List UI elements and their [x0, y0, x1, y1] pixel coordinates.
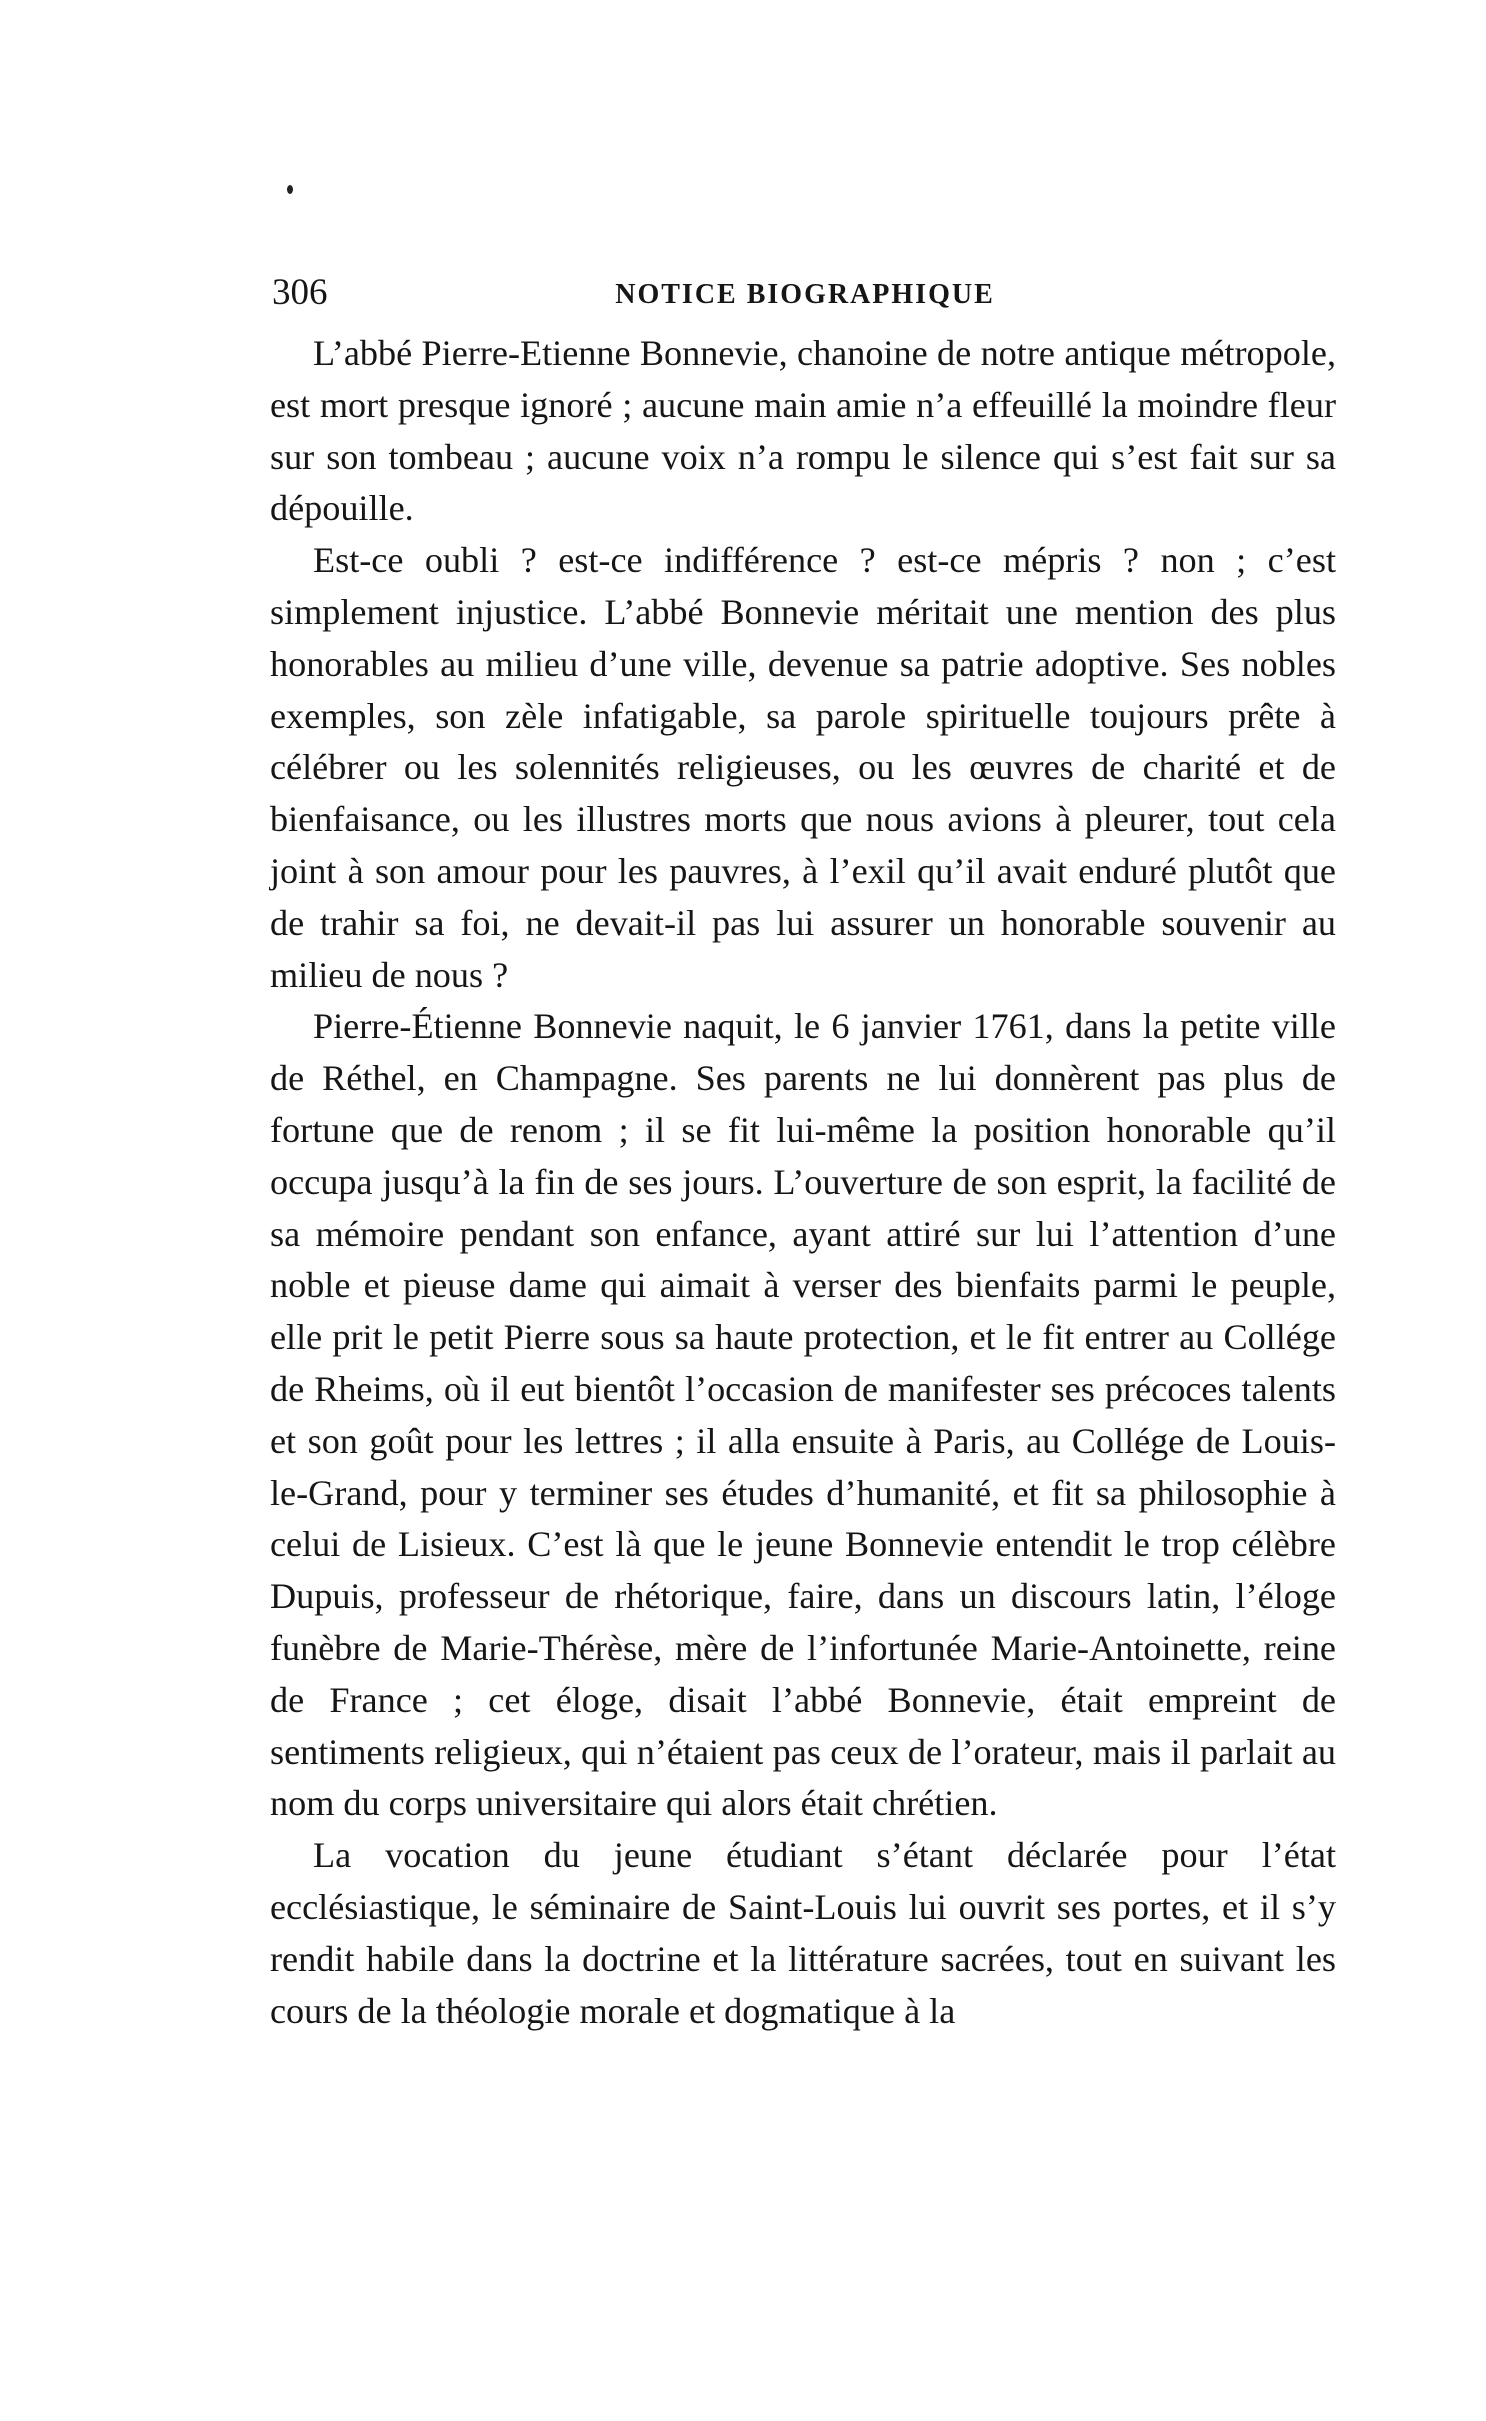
paragraph: Pierre-Étienne Bonnevie naquit, le 6 janvier 1761, dans la petite ville de Réthel, en Champagne. Ses parents ne lui donnèrent pas plus de fortune que de renom ; il se fit lui-même la position honorable qu’il occupa jusqu’à la fin de ses jours. L’ouverture de son esprit, la facilité de sa mémoire pendant son enfance, ayant attiré sur lui l’attention d’une noble et pieuse dame qui aimait à verser des bienfaits parmi le peuple, elle prit le petit Pierre sous sa haute protection, et le fit entrer au Collége de Rheims, où il eut bientôt l’occasion de manifester ses précoces talents et son goût pour les lettres ; il alla ensuite à Paris, au Collége de Louis-le-Grand, pour y terminer ses études d’humanité, et fit sa philosophie à celui de Lisieux. C’est là que le jeune Bonnevie entendit le trop célèbre Dupuis, professeur de rhétorique, faire, dans un discours latin, l’éloge funèbre de Marie-Thérèse, mère de l’infortunée Marie-Antoinette, reine de France ; cet éloge, disait l’abbé Bonnevie, était empreint de sentiments religieux, qui n’étaient pas ceux de l’orateur, mais il parlait au nom du corps universitaire qui alors était chrétien. [270, 1006, 1336, 1824]
ink-speck [287, 185, 293, 194]
paragraph: L’abbé Pierre-Etienne Bonnevie, chanoine de notre antique métropole, est mort presque ignoré ; aucune main amie n’a effeuillé la moindre fleur sur son tombeau ; aucune voix n’a rompu le silence qui s’est fait sur sa dépouille. [270, 333, 1336, 529]
body-text [270, 328, 1336, 2037]
page-number: 306 [272, 272, 328, 313]
paragraph: La vocation du jeune étudiant s’étant déclarée pour l’état ecclésiastique, le séminaire de Saint-Louis lui ouvrit ses portes, et il s’y rendit habile dans la doctrine et la littérature sacrées, tout en suivant les cours de la théologie morale et dogmatique à la [270, 1835, 1336, 2031]
running-title: NOTICE BIOGRAPHIQUE [615, 279, 995, 310]
paragraph: Est-ce oubli ? est-ce indifférence ? est-ce mépris ? non ; c’est simplement injustice. L’abbé Bonnevie méritait une mention des plus honorables au milieu d’une ville, devenue sa patrie adoptive. Ses nobles exemples, son zèle infatigable, sa parole spirituelle toujours prête à célébrer ou les solennités religieuses, ou les œuvres de charité et de bienfaisance, ou les illustres morts que nous avions à pleurer, tout cela joint à son amour pour les pauvres, à l’exil qu’il avait enduré plutôt que de trahir sa foi, ne devait-il pas lui assurer un honorable souvenir au milieu de nous ? [270, 540, 1336, 995]
page-header [272, 268, 1338, 318]
